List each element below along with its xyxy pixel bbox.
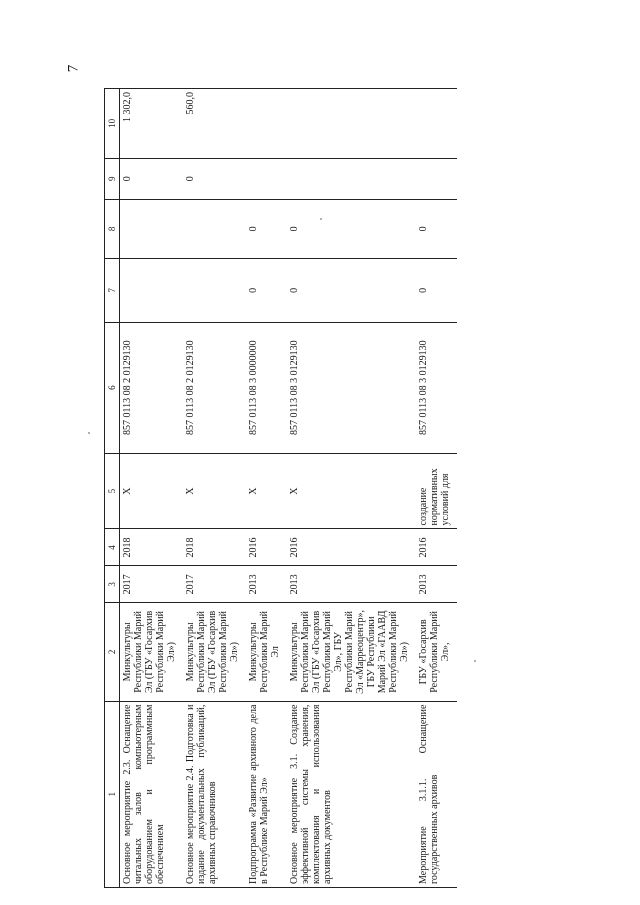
col-header-8: 8 xyxy=(105,199,120,258)
value-col-7: 0 xyxy=(246,259,287,323)
start-year: 2013 xyxy=(246,566,287,603)
value-col-9: 0 xyxy=(120,158,184,199)
header-row xyxy=(105,89,120,888)
table-row xyxy=(183,89,246,888)
expected-result: создание нормативных условий для xyxy=(416,453,457,529)
measure-name: Основное мероприятие 2.4. Подготовка и издание документальных публикаций, архивных справочников xyxy=(183,701,246,887)
expected-result: X xyxy=(183,453,246,529)
program-table xyxy=(104,88,457,888)
value-col-10 xyxy=(246,89,287,159)
col-header-4: 4 xyxy=(105,529,120,566)
scan-speck xyxy=(320,218,322,220)
value-col-8 xyxy=(120,199,184,258)
table-row xyxy=(287,89,416,888)
table-row xyxy=(246,89,287,888)
col-header-5: 5 xyxy=(105,453,120,529)
value-col-7: 0 xyxy=(287,259,416,323)
budget-code: 857 0113 08 3 0129130 xyxy=(416,322,457,453)
page-number: 7 xyxy=(65,64,82,73)
value-col-9 xyxy=(246,158,287,199)
value-col-8: 0 xyxy=(287,199,416,258)
start-year: 2017 xyxy=(183,566,246,603)
end-year: 2016 xyxy=(246,529,287,566)
start-year: 2013 xyxy=(416,566,457,603)
measure-name: Основное мероприятие 2.3. Оснащение читальных залов компьютерным оборудованием и программным обеспечением xyxy=(120,701,184,887)
value-col-10 xyxy=(416,89,457,159)
responsible-executor: ГБУ «Госархив Республики Марий Эл», xyxy=(416,603,457,701)
col-header-2: 2 xyxy=(105,603,120,701)
value-col-9: 0 xyxy=(183,158,246,199)
budget-code: 857 0113 08 3 0129130 xyxy=(287,322,416,453)
col-header-7: 7 xyxy=(105,259,120,323)
measure-name: Основное мероприятие 3.1. Создание эффективной системы хранения, комплектования и использования архивных документов xyxy=(287,701,416,887)
budget-code: 857 0113 08 2 0129130 xyxy=(183,322,246,453)
value-col-10 xyxy=(287,89,416,159)
end-year: 2018 xyxy=(120,529,184,566)
value-col-7 xyxy=(120,259,184,323)
measure-name: Мероприятие 3.1.1. Оснащение государственных архивов xyxy=(416,701,457,887)
value-col-8: 0 xyxy=(246,199,287,258)
budget-code: 857 0113 08 3 0000000 xyxy=(246,322,287,453)
value-col-8 xyxy=(183,199,246,258)
responsible-executor: Минкультуры Республики Марий Эл (ГБУ «Госархив Республики Марий Эл») xyxy=(120,603,184,701)
table-row xyxy=(416,89,457,888)
table-row xyxy=(120,89,184,888)
responsible-executor: Минкультуры Республики Марий Эл (ГБУ «Госархив Республики Марий Эл») xyxy=(183,603,246,701)
responsible-executor: Минкультуры Республики Марий Эл (ГБУ «Госархив Республики Марий Эл», ГБУ Республики Марий Эл «Марреоцентр», ГБУ Республики Марий Эл «ГААВД Республики Марий Эл») xyxy=(287,603,416,701)
value-col-9 xyxy=(416,158,457,199)
end-year: 2016 xyxy=(287,529,416,566)
scan-speck xyxy=(474,660,476,662)
budget-code: 857 0113 08 2 0129130 xyxy=(120,322,184,453)
rotated-table-container xyxy=(104,88,592,888)
value-col-7 xyxy=(183,259,246,323)
end-year: 2018 xyxy=(183,529,246,566)
responsible-executor: Минкультуры Республики Марий Эл xyxy=(246,603,287,701)
value-col-9 xyxy=(287,158,416,199)
value-col-10: 1 302,0 xyxy=(120,89,184,159)
col-header-6: 6 xyxy=(105,322,120,453)
end-year: 2016 xyxy=(416,529,457,566)
expected-result: X xyxy=(287,453,416,529)
col-header-9: 9 xyxy=(105,158,120,199)
expected-result: X xyxy=(120,453,184,529)
value-col-8: 0 xyxy=(416,199,457,258)
start-year: 2013 xyxy=(287,566,416,603)
scan-speck xyxy=(88,432,90,434)
col-header-1: 1 xyxy=(105,701,120,887)
measure-name: Подпрограмма «Развитие архивного дела в Республике Марий Эл» xyxy=(246,701,287,887)
col-header-10: 10 xyxy=(105,89,120,159)
start-year: 2017 xyxy=(120,566,184,603)
value-col-10: 560,0 xyxy=(183,89,246,159)
value-col-7: 0 xyxy=(416,259,457,323)
col-header-3: 3 xyxy=(105,566,120,603)
expected-result: X xyxy=(246,453,287,529)
